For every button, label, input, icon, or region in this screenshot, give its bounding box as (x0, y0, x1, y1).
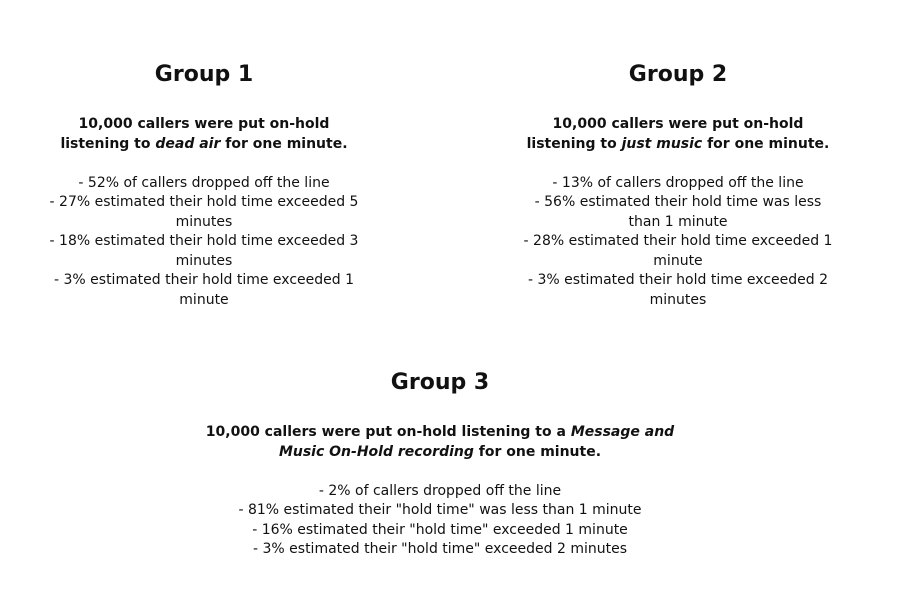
group-2-title: Group 2 (628, 62, 728, 87)
group-1-stats-list (45, 174, 363, 311)
group-3-stat-item: - 16% estimated their "hold time" exceeded 1 minute (252, 521, 628, 538)
group-1-section (45, 61, 363, 310)
group-2-intro-emphasis: just music (621, 135, 703, 152)
group-1-stat-item: - 3% estimated their hold time exceeded 1 minute (54, 272, 354, 308)
group-3-stat-item: - 2% of callers dropped off the line (318, 482, 562, 499)
group-3-section (181, 369, 699, 560)
group-1-intro-emphasis: dead air (155, 135, 221, 152)
group-3-title: Group 3 (390, 370, 490, 395)
group-2-section (519, 61, 837, 310)
group-2-intro-prefix: 10,000 callers were put on-hold listening to (526, 116, 804, 152)
group-1-stat-item: - 52% of callers dropped off the line (78, 174, 330, 191)
group-3-stat-item: - 3% estimated their "hold time" exceeded 2 minutes (253, 541, 627, 557)
group-2-stat-item: - 56% estimated their hold time was less than 1 minute (534, 194, 822, 230)
group-2-stat-item: - 28% estimated their hold time exceeded 1 minute (523, 233, 833, 269)
group-2-stat-item: - 13% of callers dropped off the line (552, 174, 804, 191)
group-3-intro-emphasis: Message and Music On-Hold recording (278, 424, 675, 460)
group-2-stat-item: - 3% estimated their hold time exceeded 2 minutes (528, 272, 828, 308)
group-2-intro (519, 115, 837, 154)
group-1-stat-item: - 18% estimated their hold time exceeded 3 minutes (49, 233, 359, 269)
group-3-intro-suffix: for one minute. (473, 443, 602, 460)
group-1-intro (45, 115, 363, 154)
group-1-intro-suffix: for one minute. (220, 135, 348, 152)
group-3-intro (181, 423, 699, 462)
group-3-stats-list (181, 482, 699, 560)
group-1-intro-prefix: 10,000 callers were put on-hold listening to (60, 116, 330, 152)
group-2-stats-list (519, 174, 837, 311)
group-3-stat-item: - 81% estimated their "hold time" was less than 1 minute (238, 502, 642, 518)
group-3-intro-prefix: 10,000 callers were put on-hold listening to a (205, 424, 571, 440)
group-2-intro-suffix: for one minute. (702, 135, 830, 152)
group-1-stat-item: - 27% estimated their hold time exceeded 5 minutes (49, 194, 359, 230)
group-1-title: Group 1 (154, 62, 254, 87)
